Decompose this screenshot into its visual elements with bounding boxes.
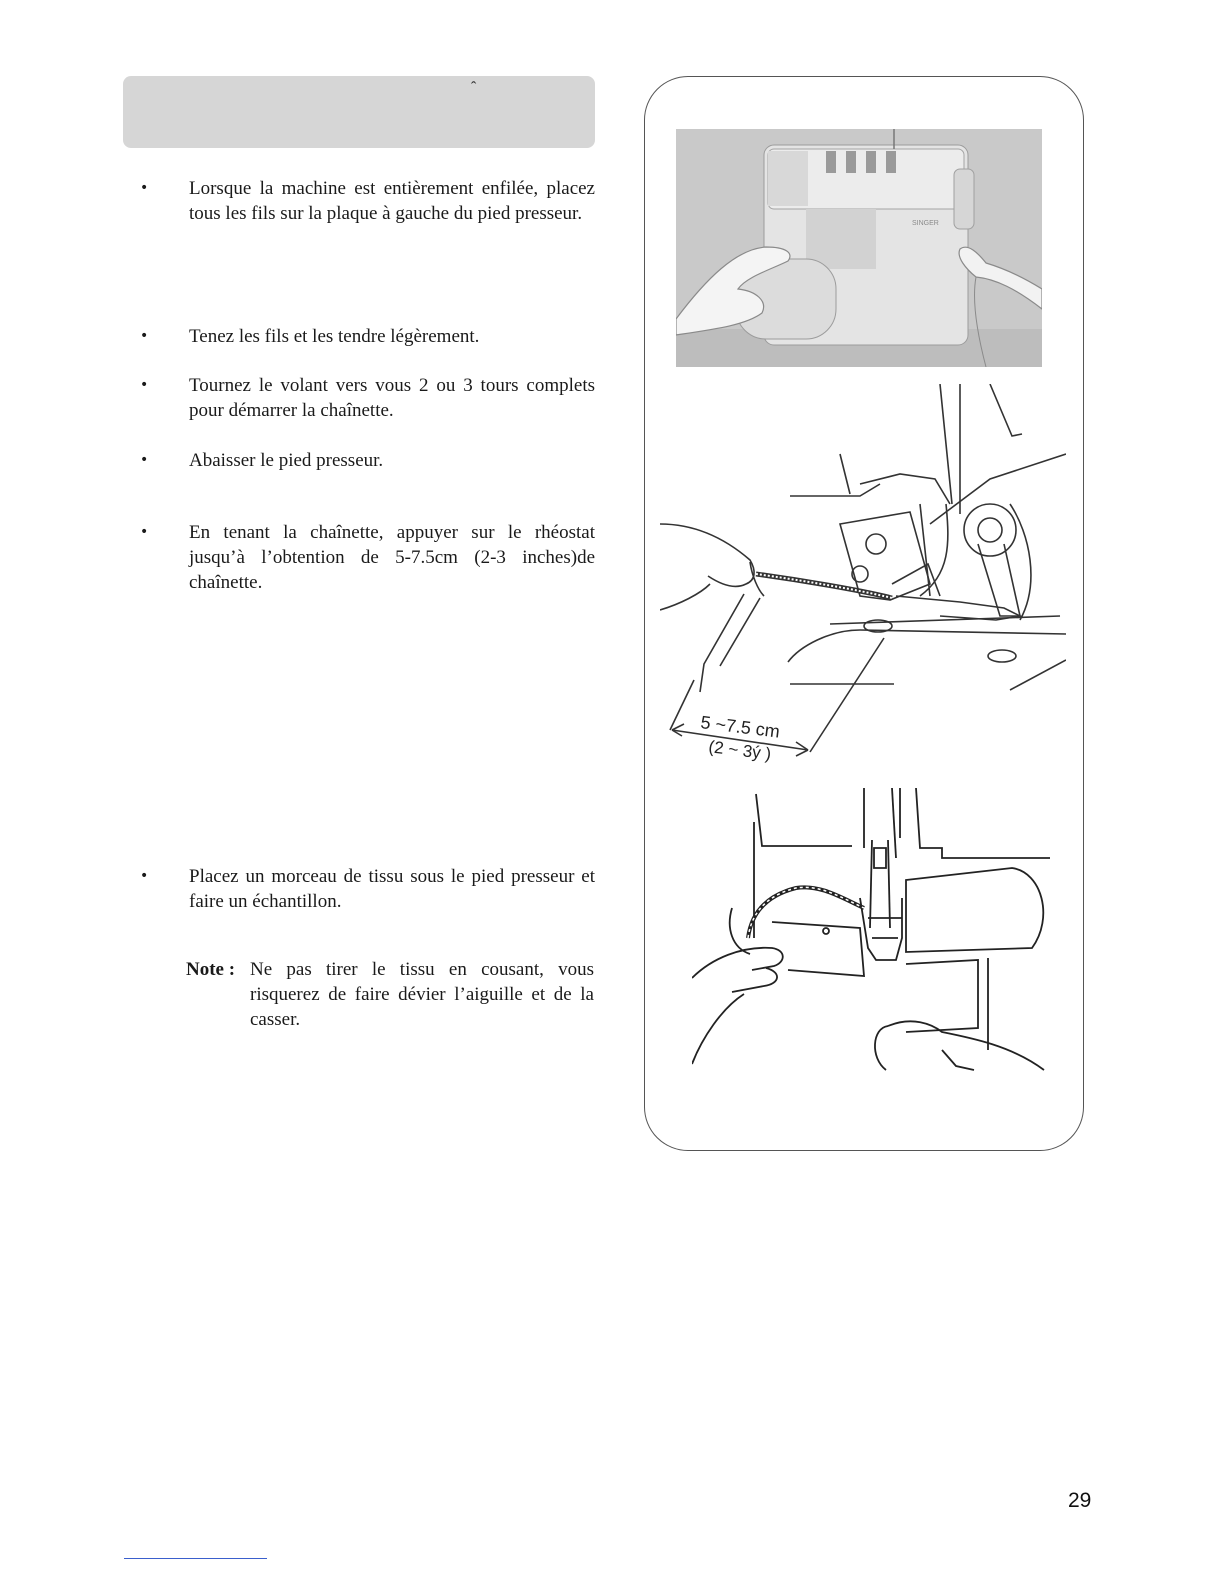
bullet-marker: • <box>140 377 149 393</box>
bullet-marker: • <box>140 328 149 344</box>
instruction-text: Tournez le volant vers vous 2 ou 3 tours complets pour démarrer la chaînette. <box>189 375 595 421</box>
measure-cm-label: 5 ~7.5 cm <box>699 712 781 742</box>
instruction-text: En tenant la chaînette, appuyer sur le rhéostat jusqu’à l’obtention de 5-7.5cm (2-3 inches)de chaînette. <box>189 522 595 593</box>
instruction-item <box>140 864 600 914</box>
instruction-item <box>140 373 600 423</box>
note-text: Ne pas tirer le tissu en cousant, vous risquerez de faire dévier l’aiguille et de la casser. <box>250 959 594 1030</box>
instruction-text: Tenez les fils et les tendre légèrement. <box>189 326 480 347</box>
section-header-bar <box>123 76 595 148</box>
instruction-item <box>140 520 600 595</box>
page-number: 29 <box>1068 1489 1092 1512</box>
note-label: Note : <box>186 959 236 980</box>
instruction-text: Abaisser le pied presseur. <box>189 450 384 471</box>
instruction-item <box>140 324 600 349</box>
measure-inch-label: (2 ~ 3ý ) <box>707 737 773 764</box>
footer-rule <box>124 1558 267 1559</box>
serger-photo <box>676 129 1042 367</box>
chain-stitch-diagram <box>660 384 1066 774</box>
sewing-sample-diagram <box>692 788 1050 1074</box>
instruction-item <box>140 176 600 226</box>
bullet-marker: • <box>140 524 149 540</box>
brand-label: SINGER <box>912 220 939 227</box>
instruction-text: Placez un morceau de tissu sous le pied presseur et faire un échantillon. <box>189 866 595 912</box>
bullet-marker: • <box>140 180 149 196</box>
note-block <box>186 957 596 1032</box>
instruction-item <box>140 448 600 473</box>
bullet-marker: • <box>140 868 149 884</box>
header-caret: ˆ <box>471 80 477 97</box>
instruction-text: Lorsque la machine est entièrement enfilée, placez tous les fils sur la plaque à gauche du pied presseur. <box>189 178 595 224</box>
bullet-marker: • <box>140 452 149 468</box>
